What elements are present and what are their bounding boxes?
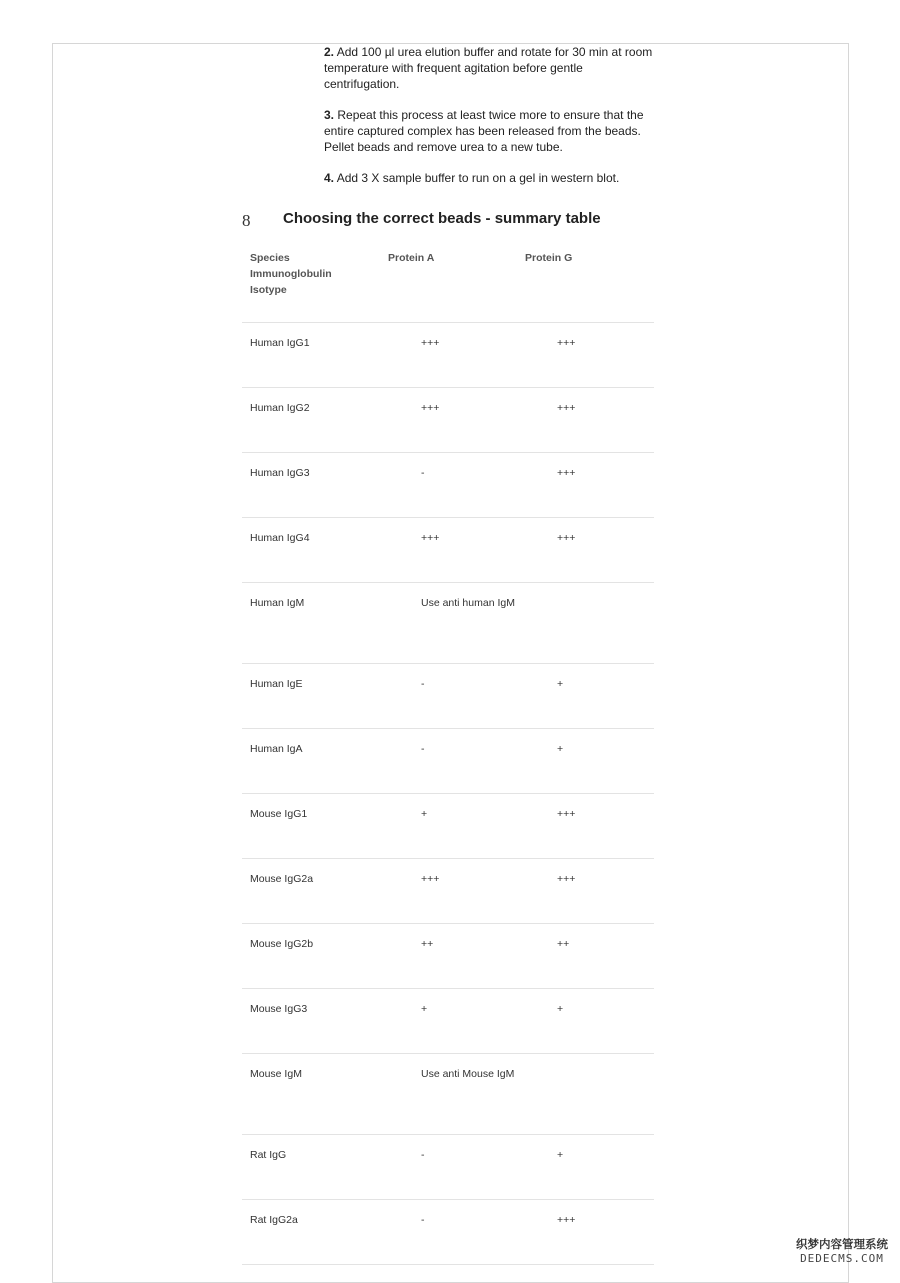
section-number: 8	[242, 211, 251, 230]
cell-protein-g: +++	[557, 1214, 576, 1226]
cell-protein-a: +++	[421, 337, 440, 349]
cell-species: Rat IgG	[250, 1149, 287, 1161]
cell-protein-a: -	[421, 743, 425, 755]
column-header-protein-g: Protein G	[525, 252, 573, 264]
cell-protein-g: +	[557, 678, 564, 690]
protocol-step-3	[324, 107, 659, 155]
step-number: 2.	[324, 45, 335, 59]
cell-protein-g: +++	[557, 337, 576, 349]
step-text: Add 100 µl urea elution buffer and rotate for 30 min at room temperature with frequent agitation before gentle centrifugation.	[324, 45, 653, 91]
cell-protein-a: +++	[421, 873, 440, 885]
cell-protein-a: -	[421, 678, 425, 690]
watermark	[790, 1238, 894, 1266]
cell-protein-g: +	[557, 1149, 564, 1161]
cell-species: Mouse IgG3	[250, 1003, 308, 1015]
table-row	[242, 583, 654, 664]
table-row	[242, 794, 654, 859]
cell-protein-g: ++	[557, 938, 570, 950]
cell-species: Human IgG3	[250, 467, 310, 479]
table-row	[242, 518, 654, 583]
cell-protein-a: -	[421, 1214, 425, 1226]
cell-species: Human IgA	[250, 743, 303, 755]
table-row	[242, 1054, 654, 1135]
step-number: 3.	[324, 108, 335, 122]
table-row	[242, 1200, 654, 1265]
cell-species: Human IgG1	[250, 337, 310, 349]
cell-species: Human IgM	[250, 597, 305, 609]
cell-protein-g: +	[557, 743, 564, 755]
cell-species: Mouse IgG1	[250, 808, 308, 820]
cell-protein-a: +	[421, 1003, 428, 1015]
cell-protein-g: +++	[557, 808, 576, 820]
cell-protein-g: +++	[557, 873, 576, 885]
protocol-step-2	[324, 44, 659, 92]
cell-species: Human IgG4	[250, 532, 310, 544]
cell-species: Mouse IgG2b	[250, 938, 314, 950]
column-header-protein-a: Protein A	[388, 252, 435, 264]
table-row	[242, 453, 654, 518]
table-row	[242, 924, 654, 989]
column-header-species: Species Immunoglobulin Isotype	[250, 252, 332, 296]
cell-species: Mouse IgG2a	[250, 873, 314, 885]
cell-protein-a: +	[421, 808, 428, 820]
cell-species: Mouse IgM	[250, 1068, 302, 1080]
cell-protein-g: +++	[557, 467, 576, 479]
table-row	[242, 1135, 654, 1200]
cell-species: Human IgG2	[250, 402, 310, 414]
cell-protein-g: +++	[557, 402, 576, 414]
watermark-line-1: 织梦内容管理系统	[796, 1239, 888, 1251]
cell-protein-a: +++	[421, 402, 440, 414]
table-row	[242, 729, 654, 794]
step-text: Add 3 X sample buffer to run on a gel in western blot.	[334, 171, 620, 185]
summary-table	[242, 248, 654, 1265]
step-text: Repeat this process at least twice more to ensure that the entire captured complex has been released from the beads. Pellet beads and remove urea to a new tube.	[324, 108, 644, 154]
table-row	[242, 989, 654, 1054]
cell-protein-a: Use anti Mouse IgM	[421, 1068, 515, 1080]
step-number: 4.	[324, 171, 335, 185]
watermark-line-2: DEDECMS.COM	[800, 1252, 884, 1265]
cell-species: Human IgE	[250, 678, 303, 690]
section-title: Choosing the correct beads - summary table	[283, 210, 601, 227]
cell-protein-g: +++	[557, 532, 576, 544]
cell-protein-g: +	[557, 1003, 564, 1015]
table-body	[242, 323, 654, 1265]
cell-protein-a: Use anti human IgM	[421, 597, 515, 609]
cell-protein-a: ++	[421, 938, 434, 950]
cell-protein-a: -	[421, 1149, 425, 1161]
cell-species: Rat IgG2a	[250, 1214, 298, 1226]
protocol-step-4	[324, 170, 659, 186]
table-row	[242, 388, 654, 453]
table-row	[242, 323, 654, 388]
cell-protein-a: -	[421, 467, 425, 479]
table-row	[242, 859, 654, 924]
table-header	[242, 248, 654, 323]
cell-protein-a: +++	[421, 532, 440, 544]
table-row	[242, 664, 654, 729]
